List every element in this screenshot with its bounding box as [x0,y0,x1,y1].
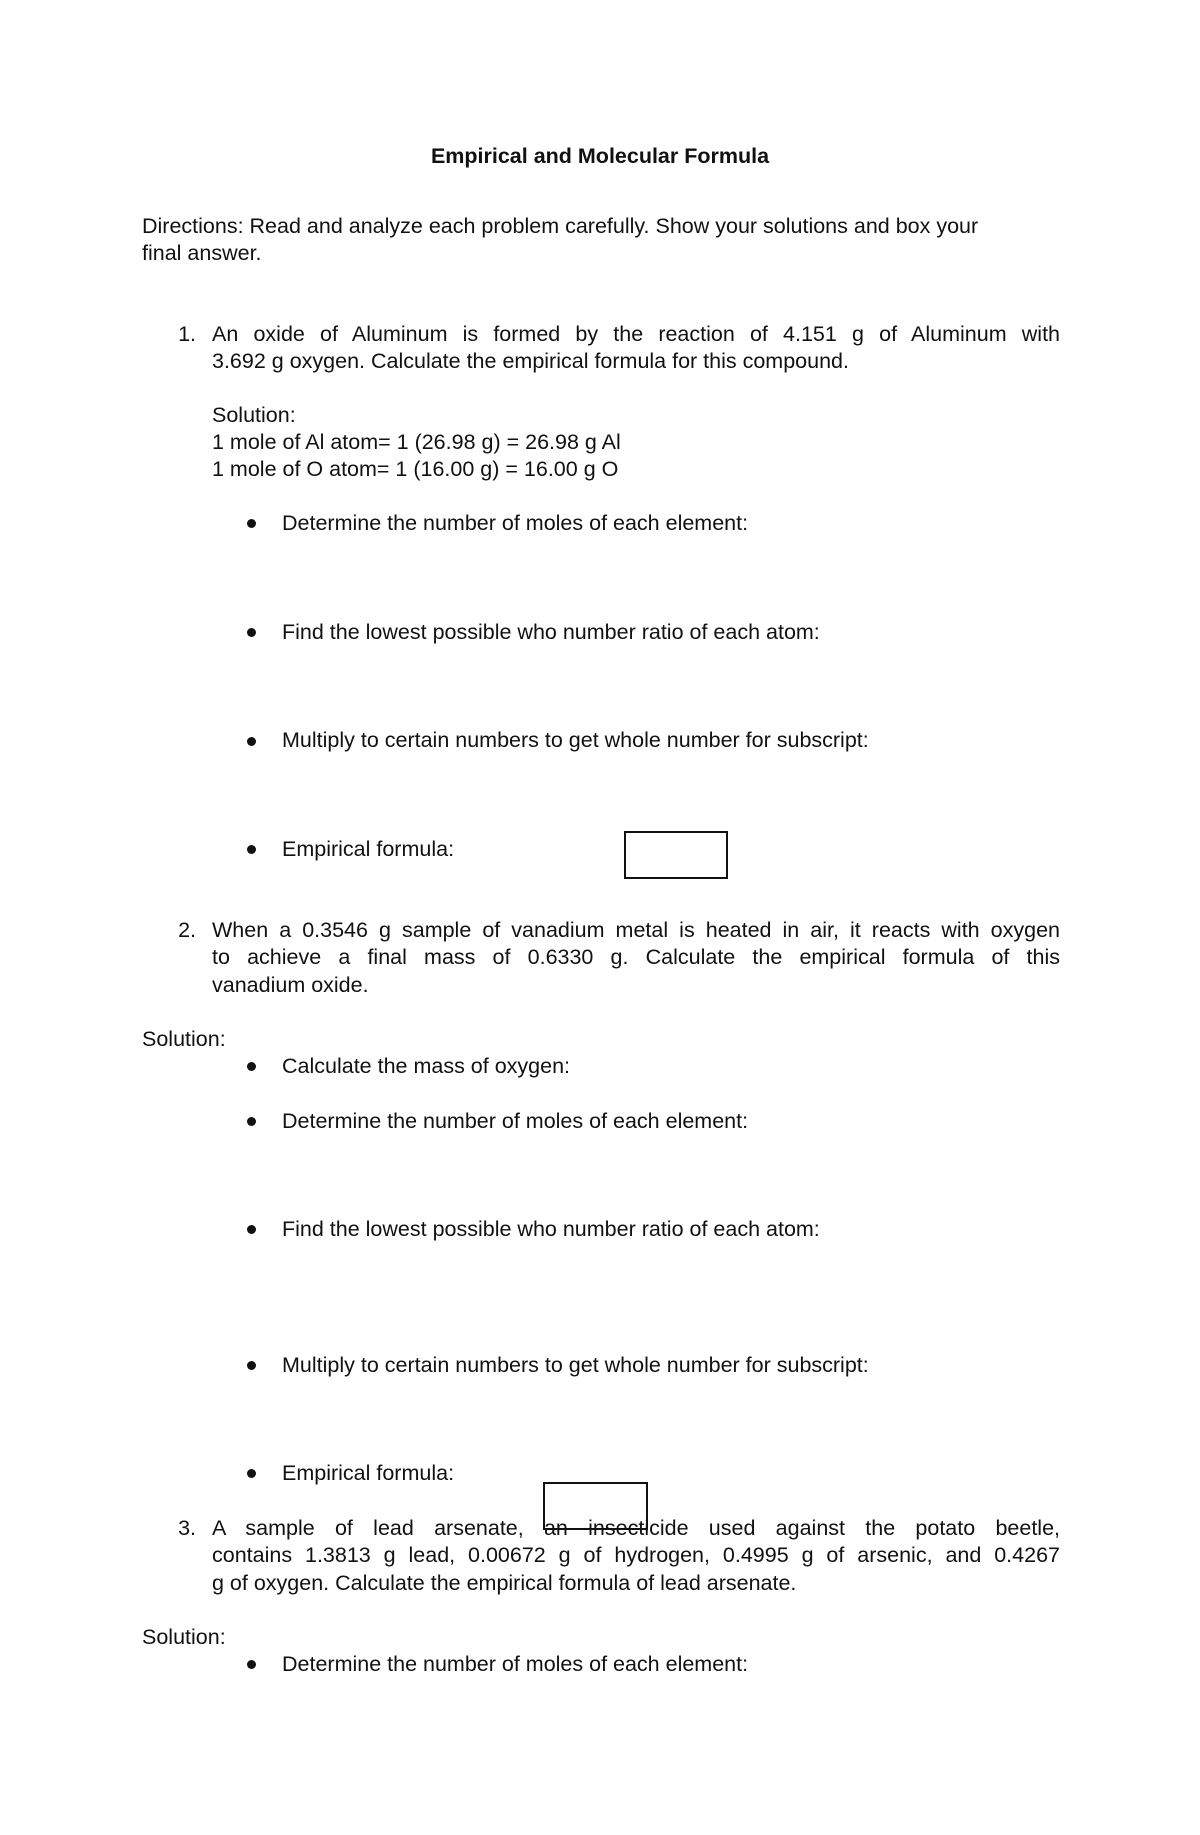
page-title: Empirical and Molecular Formula [430,144,770,168]
problem-2-step-empirical: Empirical formula: [282,1461,455,1485]
bullet-dot-icon [247,628,256,637]
bullet-dot-icon [247,1225,256,1234]
problem-2-step-oxygen-mass: Calculate the mass of oxygen: [282,1054,571,1078]
problem-3-text-line-3: g of oxygen. Calculate the empirical formula of lead arsenate. [212,1571,797,1595]
problem-1-given-al: 1 mole of Al atom= 1 (26.98 g) = 26.98 g Al [212,430,621,454]
bullet-dot-icon [247,519,256,528]
problem-1-step-empirical: Empirical formula: [282,837,455,861]
problem-2-answer-box[interactable] [543,1482,648,1530]
bullet-dot-icon [247,1660,256,1669]
problem-2-step-moles: Determine the number of moles of each element: [282,1109,749,1133]
problem-1-answer-box[interactable] [624,831,728,879]
bullet-dot-icon [247,1361,256,1370]
problem-2-text-line-3: vanadium oxide. [212,973,369,997]
problem-2-text-line-1: When a 0.3546 g sample of vanadium metal is heated in air, it reacts with oxygen [212,918,1060,942]
bullet-dot-icon [247,1469,256,1478]
problem-1-text-line-1: An oxide of Aluminum is formed by the reaction of 4.151 g of Aluminum with [212,322,1060,346]
problem-1-step-moles: Determine the number of moles of each element: [282,511,749,535]
bullet-dot-icon [247,737,256,746]
problem-3-text-line-1: A sample of lead arsenate, an insecticide used against the potato beetle, [212,1516,1060,1540]
problem-1-solution-label: Solution: [212,403,296,427]
problem-3-solution-label: Solution: [142,1625,226,1649]
problem-1-number: 1. [178,322,196,346]
bullet-dot-icon [247,1117,256,1126]
problem-2-text-line-2: to achieve a final mass of 0.6330 g. Calculate the empirical formula of this [212,945,1060,969]
problem-1-step-multiply: Multiply to certain numbers to get whole number for subscript: [282,728,869,752]
bullet-dot-icon [247,1062,256,1071]
directions-line-2: final answer. [142,241,262,265]
problem-1-step-ratio: Find the lowest possible who number ratio of each atom: [282,620,820,644]
problem-1-text-line-2: 3.692 g oxygen. Calculate the empirical formula for this compound. [212,349,849,373]
directions-line-1: Directions: Read and analyze each problem carefully. Show your solutions and box your [142,214,979,238]
problem-2-solution-label: Solution: [142,1027,226,1051]
bullet-dot-icon [247,845,256,854]
problem-2-number: 2. [178,918,196,942]
problem-3-number: 3. [178,1516,196,1540]
problem-1-given-o: 1 mole of O atom= 1 (16.00 g) = 16.00 g O [212,457,619,481]
problem-3-step-moles: Determine the number of moles of each element: [282,1652,749,1676]
problem-2-step-ratio: Find the lowest possible who number ratio of each atom: [282,1217,820,1241]
problem-2-step-multiply: Multiply to certain numbers to get whole number for subscript: [282,1353,869,1377]
problem-3-text-line-2: contains 1.3813 g lead, 0.00672 g of hydrogen, 0.4995 g of arsenic, and 0.4267 [212,1543,1060,1567]
